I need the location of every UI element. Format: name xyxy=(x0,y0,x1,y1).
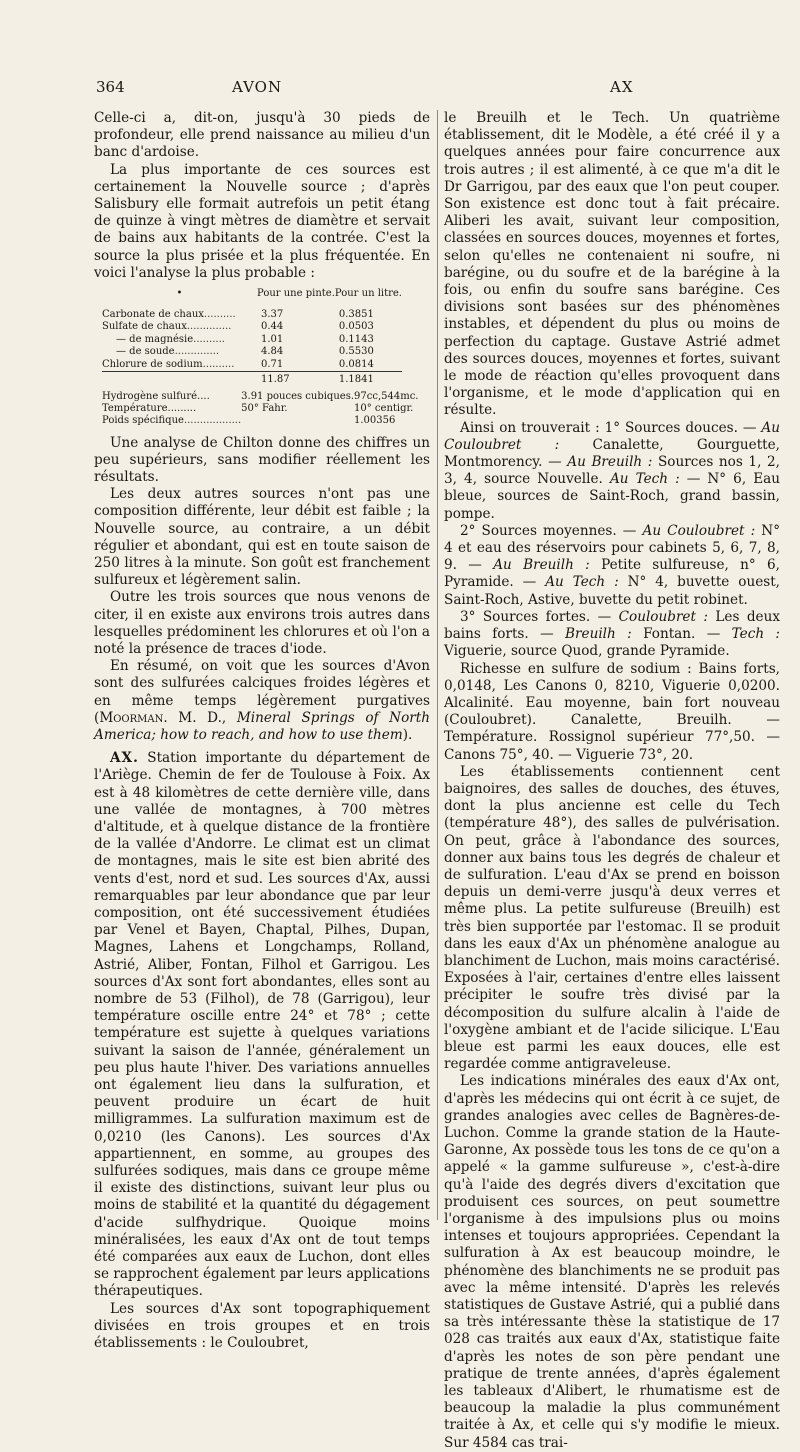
paragraph: Celle-ci a, dit-on, jusqu'à 30 pieds de profondeur, elle prend naissance au milieu d'un banc d'ardoise. xyxy=(94,110,430,161)
paragraph: Richesse en sulfure de sodium : Bains forts, 0,0148, Les Canons 0, 8210, Viguerie 0,0200. Alcalinité. Eau moyenne, bain fort nouveau (Couloubret). Canalette, Breuilh. — Température. Rossignol supérieur 77°,50. — Canons 75°, 40. — Viguerie 73°, 20. xyxy=(444,660,780,763)
row-label: Hydrogène sulfuré.... xyxy=(102,390,210,402)
row-label: Chlorure de sodium xyxy=(102,358,203,370)
text-run: Ainsi on trouverait : 1° Sources douces. — xyxy=(460,419,762,436)
row-value: 1.00356 xyxy=(354,414,396,426)
row-label: Température......... xyxy=(102,402,197,414)
running-header xyxy=(0,78,800,100)
italic-run: Couloubret : xyxy=(618,608,708,625)
total-pinte: 11.87 xyxy=(257,372,335,387)
text-run: Viguerie, source Quod, grande Pyramide. xyxy=(444,643,730,660)
row-value: 50° Fahr. xyxy=(241,402,288,414)
table-header-pinte: Pour une pinte. xyxy=(257,288,335,300)
row-value-litre: 0.0814 xyxy=(338,358,374,370)
text-run: Fontan. — xyxy=(631,626,732,643)
table-row: — de magnésie.......... 1.01 0.1143 xyxy=(102,334,402,347)
paragraph: Les sources d'Ax sont topographiquement divisées en trois groupes et en trois établissements : le Couloubret, xyxy=(94,1300,430,1352)
table-row xyxy=(102,403,418,415)
entry-heading: AX. xyxy=(110,750,139,767)
extra-table xyxy=(102,391,418,427)
paragraph xyxy=(94,658,430,744)
text-run: ). xyxy=(402,726,413,743)
row-value: 3.91 pouces cubiques. xyxy=(241,390,355,402)
running-title-right: AX xyxy=(610,78,634,96)
row-label: — de magnésie xyxy=(116,333,194,345)
paragraph xyxy=(444,420,780,523)
row-value-pinte: 4.84 xyxy=(261,346,284,358)
row-value: 10° centigr. xyxy=(354,402,414,414)
right-column xyxy=(444,110,781,1451)
paragraph: Les deux autres sources n'ont pas une composition différente, leur débit est faible ; la Nouvelle source, au contraire, a un débit régulier et abondant, qui est en toute saison de 250 litres à la minute. Son goût est franchement sulfureux et légèrement salin. xyxy=(94,486,430,589)
table-row: Sulfate de chaux.............. 0.44 0.0503 xyxy=(102,321,402,334)
paragraph xyxy=(444,523,780,609)
table-bullet: • xyxy=(176,288,183,300)
total-litre: 1.1841 xyxy=(335,372,402,387)
author-name: Moorman xyxy=(99,709,164,726)
text-run: Les deux bains forts. — xyxy=(444,608,780,643)
row-value-litre: 0.1143 xyxy=(338,333,374,345)
italic-run: Au Tech : xyxy=(609,471,680,488)
table-row xyxy=(102,391,418,403)
analysis-table xyxy=(102,288,402,387)
text-run: N° 4, buvette ouest, Saint-Roch, Astive, buvette du petit robinet. xyxy=(444,574,781,608)
running-title-left: AVON xyxy=(232,78,283,96)
text-run: Canalette, Gourguette, Montmorency. — xyxy=(444,436,780,471)
left-column xyxy=(94,110,430,1352)
text-run: Station importante du département de l'Ariège. Chemin de fer de Toulouse à Foix. Ax est à 48 kilomètres de cette dernière ville, dans une vallée de montagnes, à 700 mètres d'altitude, et à quelque distance de la frontière de la vallée d'Andorre. Le climat est un climat de montagnes, mais le site est bien abrité des vents d'est, nord et sud. Les sources d'Ax, aussi remarquables par leur abondance que par leur composition, ont été successivement étudiées par Venel et Bayen, Chaptal, Pilhes, Dupan, Magnes, Lahens et Longchamps, Rolland, Astrié, Aliber, Fontan, Filhol et Garrigou. Les sources d'Ax sont fort abondantes, elles sont au nombre de 53 (Filhol), de 78 (Garrigou), leur température oscille entre 24° et 78° ; cette température est sujette à quelques variations suivant la saison de l'année, généralement un peu plus haute l'hiver. Des variations annuelles ont également lieu dans la sulfuration, et peuvent produire un écart de huit milligrammes. La sulfuration maximum est de 0,0210 (les Canons). Les sources d'Ax appartiennent, en somme, au groupes des sulfurées sodiques, mais dans ce groupe même il existe des distinctions, suivant leur plus ou moins de stabilité et la quantité du dégagement d'acide sulfhydrique. Quoique moins minéralisées, les eaux d'Ax ont de tout temps été comparées aux eaux de Luchon, dont elles se rapprochent également par leurs applications thérapeutiques. xyxy=(94,750,430,1300)
paragraph: La plus importante de ces sources est certainement la Nouvelle source ; d'après Salisbury elle formait autrefois un petit étang de quinze à vingt mètres de diamètre et servait de bains aux habitants de la contrée. C'est la source la plus prisée et la plus fréquentée. En voici l'analyse la plus probable : xyxy=(94,161,430,281)
row-value-litre: 0.0503 xyxy=(338,321,374,333)
row-label: Carbonate de chaux xyxy=(102,308,204,320)
row-value-pinte: 0.44 xyxy=(261,321,284,333)
table-row: Poids spécifique.................. 1.00356 xyxy=(102,415,418,427)
paragraph: Les établissements contiennent cent baignoires, des salles de douches, des étuves, dont la plus ancienne est celle du Tech (température 48°), des salles de pulvérisation. On peut, grâce à l'abondance des sources, donner aux bains tous les degrés de chaleur et de sulfuration. L'eau d'Ax se prend en boisson depuis un demi-verre jusqu'à deux verres et même plus. La petite sulfureuse (Breuilh) est très bien supportée par l'estomac. Il se produit dans les eaux d'Ax un phénomène analogue au blanchiment de Luchon, mais moins caractérisé. Exposées à l'air, certaines d'entre elles laissent précipiter le soufre très divisé par la décomposition du sulfure alcalin à l'aide de l'oxygène ambiant et de l'acide silicique. L'Eau bleue est parmi les eaux douces, elle est regardée comme antigraveleuse. xyxy=(444,763,780,1073)
italic-run: Tech : xyxy=(731,626,781,643)
table-header-litre: Pour un litre. xyxy=(334,288,402,300)
table-total-row xyxy=(102,372,402,387)
entry-paragraph xyxy=(94,750,430,1301)
table-row: — de soude.............. 4.84 0.5530 xyxy=(102,346,402,359)
book-title: Mineral Springs of North America; how to reach, and how to use them xyxy=(94,709,430,743)
italic-run: Breuilh : xyxy=(565,626,632,643)
row-label: Poids spécifique xyxy=(102,414,184,426)
italic-run: Au Tech : xyxy=(545,574,619,591)
row-label: Sulfate de chaux xyxy=(102,321,187,333)
paragraph xyxy=(444,609,780,661)
text-run: 2° Sources moyennes. — xyxy=(460,522,643,539)
italic-run: Au Breuilh : xyxy=(567,454,653,471)
italic-run: Au Breuilh : xyxy=(493,557,590,574)
italic-run: Au Couloubret : xyxy=(444,419,780,453)
italic-run: Au Couloubret : xyxy=(642,522,756,539)
page-number: 364 xyxy=(96,78,125,96)
row-value-litre: 0.3851 xyxy=(338,308,374,320)
table-row: Carbonate de chaux.......... 3.37 0.3851 xyxy=(102,309,402,322)
column-divider xyxy=(437,110,438,1220)
row-label: — de soude xyxy=(116,346,175,358)
text-run: En résumé, on voit que les sources d'Avon sont des sulfurées calciques froides légères et en même temps légèrement purgatives ( xyxy=(94,658,430,726)
row-value-litre: 0.5530 xyxy=(338,346,374,358)
row-value xyxy=(241,415,354,427)
table-row: Chlorure de sodium.......... 0.71 0.0814 xyxy=(102,359,402,372)
text-run: 3° Sources fortes. — xyxy=(460,608,619,625)
paragraph: Les indications minérales des eaux d'Ax ont, d'après les médecins qui ont écrit à ce sujet, de grandes analogies avec celles de Bagnères-de-Luchon. Comme la grande station de la Haute-Garonne, Ax possède tous les tons de ce qu'on a appelé « la gamme sulfureuse », c'est-à-dire qu'à l'aide des degrés divers d'excitation que produisent ces sources, on peut soumettre l'organisme à des impulsions plus ou moins intenses et toujours appropriées. Cependant la sulfuration à Ax est beaucoup moindre, le phénomène des blanchiments ne se produit pas avec la même intensité. D'après les relevés statistiques de Gustave Astrié, qui a publié dans sa très intéressante thèse la statistique de 17 028 cas traités aux eaux d'Ax, statistique faite d'après les notes de son père pendant une pratique de trente années, d'après également les tableaux d'Alibert, le rhumatisme est de beaucoup la maladie la plus communément traitée à Ax, et celle qui s'y modifie le mieux. Sur 4584 cas trai- xyxy=(444,1073,780,1451)
row-value-pinte: 0.71 xyxy=(261,358,284,370)
text-run: — N° 6, Eau bleue, sources de Saint-Roch, grand bassin, pompe. xyxy=(444,471,781,522)
text-run: Sources nos 1, 2, 3, 4, source Nouvelle. xyxy=(444,454,780,488)
text-run: Petite sulfureuse, n° 6, Pyramide. — xyxy=(444,557,780,591)
text-run: . M. D., xyxy=(163,709,237,726)
row-value: 97cc,544mc. xyxy=(354,390,419,402)
paragraph: le Breuilh et le Tech. Un quatrième établissement, dit le Modèle, a été créé il y a quelques années pour faire concurrence aux trois autres ; il est alimenté, à ce que m'a dit le Dr Garrigou, par des eaux que l'on peut couper. Son existence est donc tout à fait précaire. Aliberi les avait, suivant leur composition, classées en sources douces, moyennes et fortes, selon qu'elles ne contenaient ni soufre, ni barégine, ou du soufre et de la barégine à la fois, ou enfin du soufre sans barégine. Ces divisions sont basées sur des phénomènes instables, et dépendent du plus ou moins de perfection du captage. Gustave Astrié admet des sources douces, moyennes et fortes, suivant le mode de réaction qu'elles provoquent dans l'organisme, et le mode d'application qui en résulte. xyxy=(444,110,780,419)
paragraph: Une analyse de Chilton donne des chiffres un peu supérieurs, sans modifier réellement les résultats. xyxy=(94,434,430,485)
text-run: N° 4 et eau des réservoirs pour cabinets 5, 6, 7, 8, 9. — xyxy=(444,522,780,574)
row-value-pinte: 1.01 xyxy=(261,333,284,345)
paragraph: Outre les trois sources que nous venons de citer, il en existe aux environs trois autres dans lesquelles prédominent les chlorures et où l'on a noté la présence de traces d'iode. xyxy=(94,589,430,657)
row-value-pinte: 3.37 xyxy=(261,308,284,320)
